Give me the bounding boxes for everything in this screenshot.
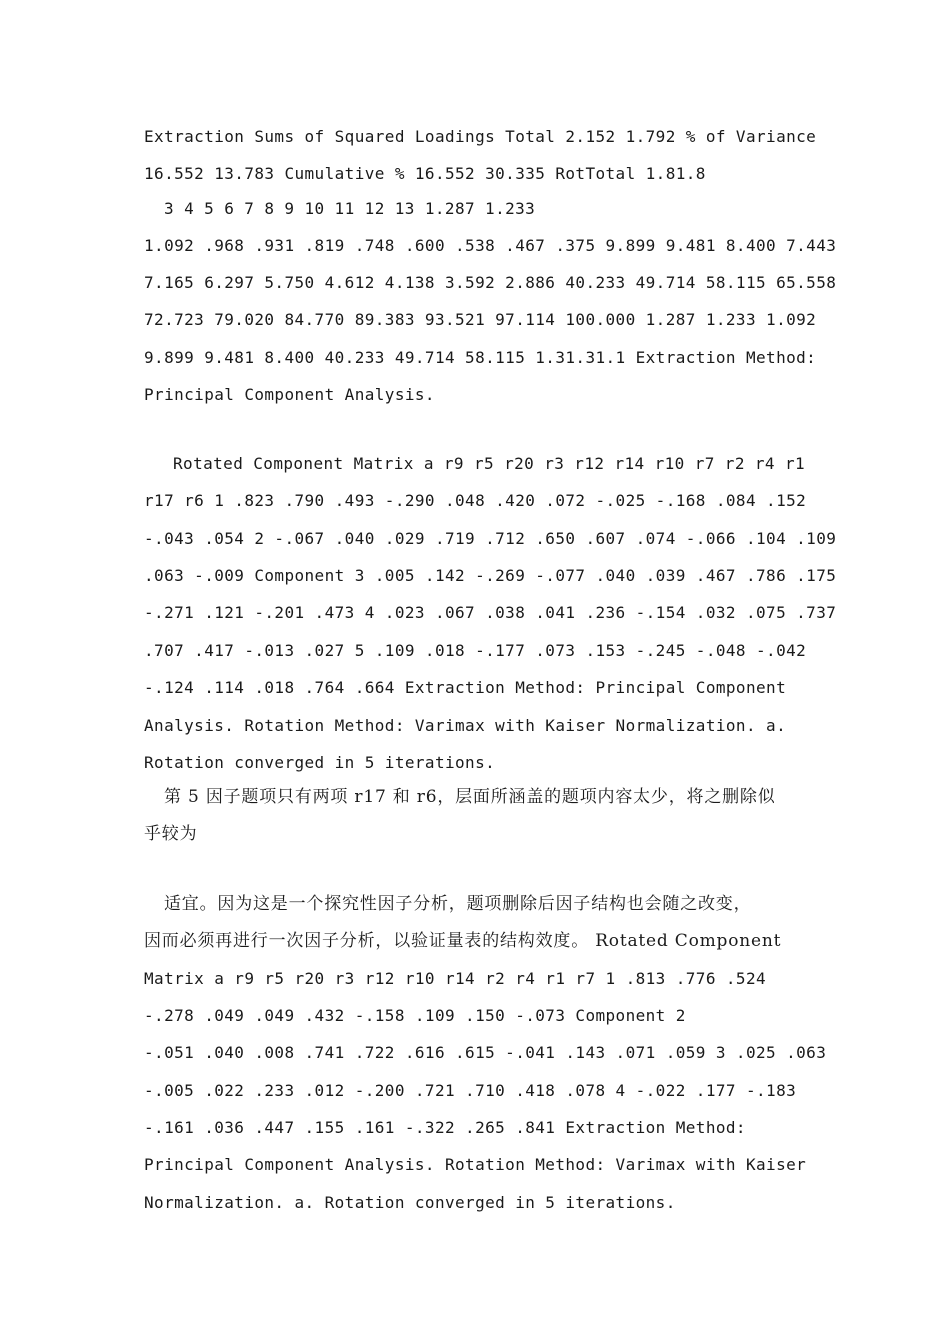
text-line: 第 5 因子题项只有两项 r17 和 r6，层面所涵盖的题项内容太少，将之删除似 bbox=[164, 787, 776, 807]
text-line: -.124 .114 .018 .764 .664 Extraction Method: Principal Component bbox=[144, 678, 787, 697]
text-line: 因而必须再进行一次因子分析，以验证量表的结构效度。 Rotated Component bbox=[144, 931, 782, 951]
text-line: -.005 .022 .233 .012 -.200 .721 .710 .418 .078 4 -.022 .177 -.183 bbox=[144, 1081, 797, 1100]
text-line: -.271 .121 -.201 .473 4 .023 .067 .038 .041 .236 -.154 .032 .075 .737 bbox=[144, 603, 837, 622]
text-line: 16.552 13.783 Cumulative % 16.552 30.335 RotTotal 1.81.8 bbox=[144, 164, 706, 183]
text-line: Extraction Sums of Squared Loadings Total 2.152 1.792 % of Variance bbox=[144, 127, 817, 146]
text-line: r17 r6 1 .823 .790 .493 -.290 .048 .420 .072 -.025 -.168 .084 .152 bbox=[144, 491, 807, 510]
text-line: .063 -.009 Component 3 .005 .142 -.269 -.077 .040 .039 .467 .786 .175 bbox=[144, 566, 837, 585]
text-line: Principal Component Analysis. Rotation Method: Varimax with Kaiser bbox=[144, 1155, 807, 1174]
text-line: Rotation converged in 5 iterations. bbox=[144, 753, 496, 772]
text-line: Rotated Component Matrix a r9 r5 r20 r3 r12 r14 r10 r7 r2 r4 r1 bbox=[173, 454, 806, 473]
text-line: 1.092 .968 .931 .819 .748 .600 .538 .467 .375 9.899 9.481 8.400 7.443 bbox=[144, 236, 837, 255]
text-line: 9.899 9.481 8.400 40.233 49.714 58.115 1.31.31.1 Extraction Method: bbox=[144, 348, 817, 367]
text-line: -.278 .049 .049 .432 -.158 .109 .150 -.073 Component 2 bbox=[144, 1006, 686, 1025]
text-line: Matrix a r9 r5 r20 r3 r12 r10 r14 r2 r4 r1 r7 1 .813 .776 .524 bbox=[144, 969, 767, 988]
text-line: -.051 .040 .008 .741 .722 .616 .615 -.041 .143 .071 .059 3 .025 .063 bbox=[144, 1043, 827, 1062]
text-line: -.161 .036 .447 .155 .161 -.322 .265 .841 Extraction Method: bbox=[144, 1118, 746, 1137]
text-line: Analysis. Rotation Method: Varimax with Kaiser Normalization. a. bbox=[144, 716, 787, 735]
text-line: Principal Component Analysis. bbox=[144, 385, 435, 404]
text-line: -.043 .054 2 -.067 .040 .029 .719 .712 .650 .607 .074 -.066 .104 .109 bbox=[144, 529, 837, 548]
text-line: .707 .417 -.013 .027 5 .109 .018 -.177 .073 .153 -.245 -.048 -.042 bbox=[144, 641, 807, 660]
text-line: 3 4 5 6 7 8 9 10 11 12 13 1.287 1.233 bbox=[164, 199, 536, 218]
text-line: 适宜。因为这是一个探究性因子分析，题项删除后因子结构也会随之改变， bbox=[164, 894, 752, 914]
text-line: 7.165 6.297 5.750 4.612 4.138 3.592 2.886 40.233 49.714 58.115 65.558 bbox=[144, 273, 837, 292]
text-line: 72.723 79.020 84.770 89.383 93.521 97.114 100.000 1.287 1.233 1.092 bbox=[144, 310, 817, 329]
text-line: Normalization. a. Rotation converged in 5 iterations. bbox=[144, 1193, 676, 1212]
text-line: 乎较为 bbox=[144, 824, 198, 844]
